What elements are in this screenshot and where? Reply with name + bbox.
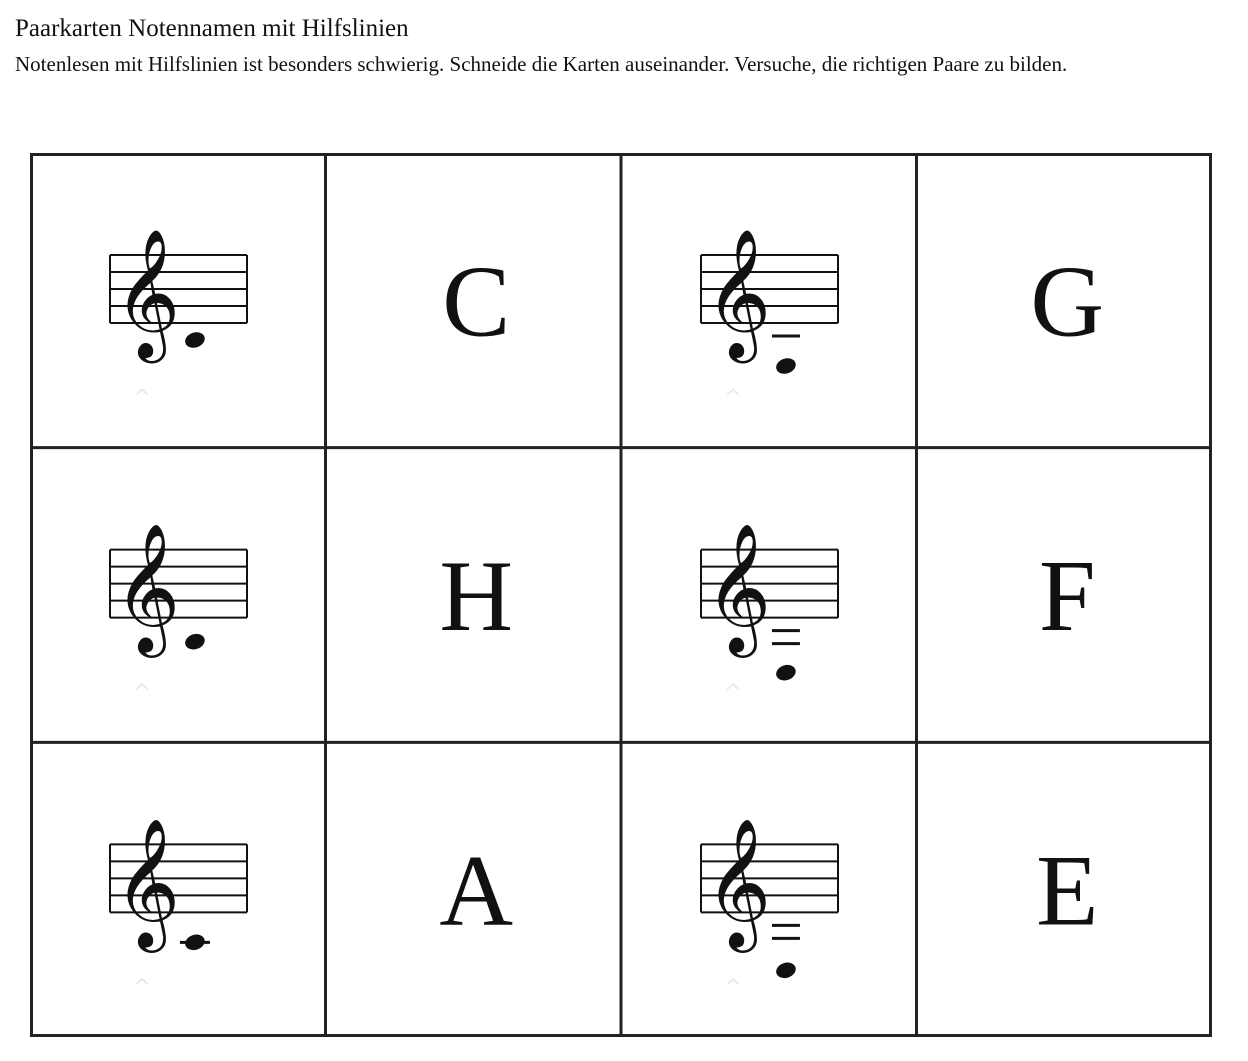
card-letter-e xyxy=(1036,835,1098,948)
card-letter-f xyxy=(1039,540,1096,653)
card-note-4 xyxy=(110,523,247,706)
card-grid xyxy=(30,153,1212,1037)
card-letter: G xyxy=(1030,245,1105,359)
card-letter-h xyxy=(439,540,513,653)
note-head-icon xyxy=(183,932,207,952)
watermark-mark: ^ xyxy=(132,386,152,411)
card-grid-svg xyxy=(30,153,1212,1037)
card-letter: H xyxy=(439,540,514,653)
note-head-icon xyxy=(774,662,798,682)
watermark-mark: ^ xyxy=(723,386,743,411)
treble-clef-icon: 𝄞 xyxy=(705,228,772,358)
card-note-6 xyxy=(701,523,838,706)
card-note-0 xyxy=(110,228,247,411)
card-note-10 xyxy=(701,817,838,1000)
watermark-mark: ^ xyxy=(723,680,743,706)
note-head-icon xyxy=(774,356,798,376)
treble-clef-icon: 𝄞 xyxy=(114,522,181,653)
treble-clef-icon: 𝄞 xyxy=(705,817,772,948)
card-letter-c xyxy=(442,245,510,358)
note-head-icon xyxy=(183,631,207,651)
treble-clef-icon: 𝄞 xyxy=(114,817,181,948)
page-instructions: Notenlesen mit Hilfslinien ist besonders schwierig. Schneide die Karten auseinander. Versuche, die richtigen Paare zu bilden. xyxy=(15,52,1068,76)
note-head-icon xyxy=(774,960,798,980)
watermark-mark: ^ xyxy=(723,975,743,1001)
card-note-8 xyxy=(110,817,247,1000)
treble-clef-icon: 𝄞 xyxy=(114,228,181,358)
card-letter-g xyxy=(1030,245,1104,358)
card-letter: A xyxy=(439,834,514,948)
card-letter: C xyxy=(442,245,511,359)
page-title: Paarkarten Notennamen mit Hilfslinien xyxy=(15,15,409,42)
note-head-icon xyxy=(183,330,207,350)
card-letter-a xyxy=(439,835,513,948)
watermark-mark: ^ xyxy=(132,680,152,706)
card-note-2 xyxy=(701,228,838,411)
watermark-mark: ^ xyxy=(132,975,152,1001)
treble-clef-icon: 𝄞 xyxy=(705,522,772,653)
card-letter: E xyxy=(1036,834,1099,948)
card-letter: F xyxy=(1038,540,1096,653)
